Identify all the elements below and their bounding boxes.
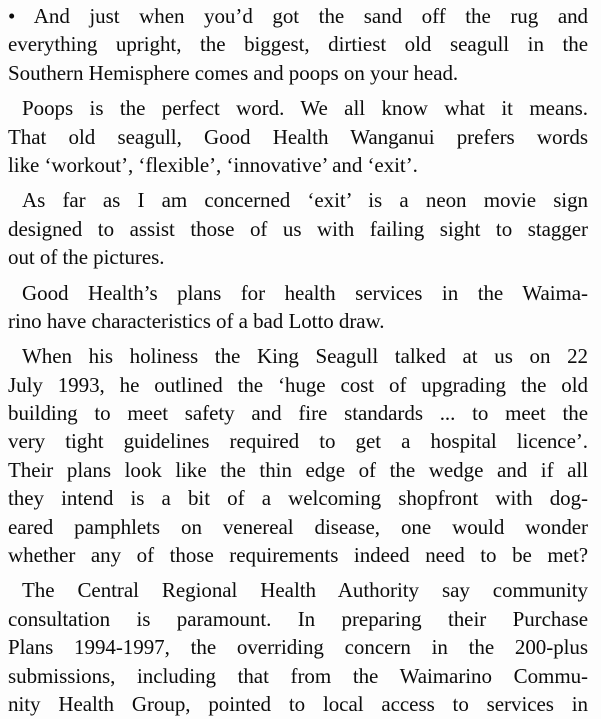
- text-line: Their plans look like the thin edge of the wedge and if all: [8, 457, 588, 482]
- text-line: That old seagull, Good Health Wanganui prefers words: [8, 124, 588, 149]
- article-body: [8, 2, 588, 719]
- text-line: submissions, including that from the Waimarino Commu-: [8, 663, 588, 688]
- text-line: Plans 1994-1997, the overriding concern in the 200-plus: [8, 635, 588, 660]
- text-line: July 1993, he outlined the ‘huge cost of upgrading the old: [8, 372, 588, 397]
- text-line: designed to assist those of us with failing sight to stagger: [8, 216, 588, 241]
- text-line: As far as I am concerned ‘exit’ is a neon movie sign: [22, 188, 588, 213]
- text-line: rino have characteristics of a bad Lotto draw.: [8, 308, 385, 333]
- paragraph-3: [8, 186, 588, 271]
- text-line: Good Health’s plans for health services in the Waima-: [22, 280, 588, 305]
- text-line: • And just when you’d got the sand off the rug and: [8, 4, 588, 28]
- text-line: everything upright, the biggest, dirtiest old seagull in the: [8, 32, 588, 57]
- paragraph-4: [8, 279, 588, 336]
- text-line: The Central Regional Health Authority say community: [22, 578, 588, 603]
- text-line: very tight guidelines required to get a hospital licence’.: [8, 429, 588, 454]
- text-line: like ‘workout’, ‘flexible’, ‘innovative’ and ‘exit’.: [8, 152, 418, 177]
- text-line: whether any of those requirements indeed need to be met?: [8, 543, 588, 568]
- text-line: nity Health Group, pointed to local access to services in: [8, 691, 588, 716]
- text-line: consultation is paramount. In preparing their Purchase: [8, 606, 588, 631]
- paragraph-1: [8, 2, 588, 87]
- text-line: Southern Hemisphere comes and poops on your head.: [8, 60, 459, 85]
- paragraph-6: [8, 576, 588, 718]
- paragraph-2: [8, 94, 588, 179]
- text-line: they intend is a bit of a welcoming shopfront with dog-: [8, 486, 588, 511]
- text-line: building to meet safety and fire standards ... to meet the: [8, 401, 588, 426]
- paragraph-5: [8, 342, 588, 569]
- text-line: When his holiness the King Seagull talked at us on 22: [22, 344, 588, 369]
- text-line: eared pamphlets on venereal disease, one would wonder: [8, 514, 588, 539]
- text-line: Poops is the perfect word. We all know what it means.: [22, 96, 588, 121]
- text-line: out of the pictures.: [8, 245, 165, 270]
